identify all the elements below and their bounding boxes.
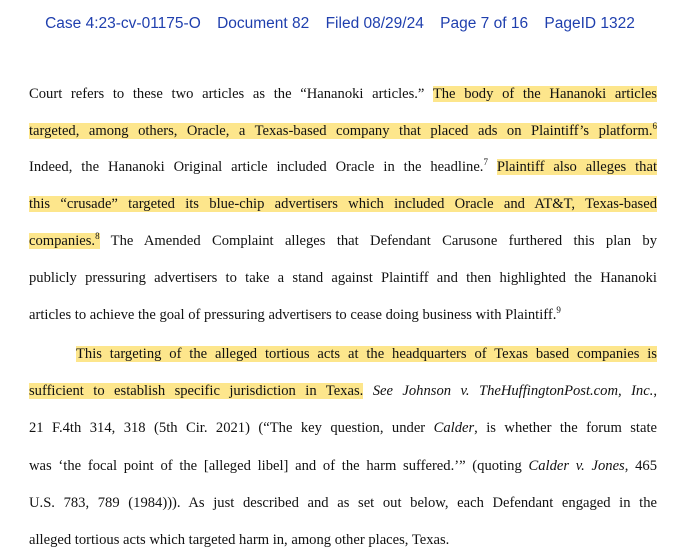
text-segment: The Amended Complaint alleges that Defendant Carusone furthered this plan by <box>110 233 657 249</box>
filed-date: Filed 08/29/24 <box>325 15 424 32</box>
body-line-11 <box>29 455 657 477</box>
highlighted-text: Plaintiff also alleges that <box>496 159 658 175</box>
body-line-12 <box>29 492 657 514</box>
highlighted-text <box>29 123 657 139</box>
body-line-1 <box>29 83 657 105</box>
body-line-10 <box>29 417 657 439</box>
body-line-2 <box>29 120 657 142</box>
highlighted-text: This targeting of the alleged tortious acts at the headquarters of Texas based companies is <box>76 346 657 362</box>
body-line-13 <box>29 529 657 551</box>
text-segment: U.S. 783, 789 (1984))). As just described and as set out below, each Defendant engaged in the <box>29 495 657 511</box>
document-header <box>0 15 680 33</box>
highlighted-text: sufficient to establish specific jurisdiction in Texas. <box>29 383 364 399</box>
document-number: Document 82 <box>217 15 310 32</box>
highlighted-text: this “crusade” targeted its blue-chip advertisers which included Oracle and AT&T, Texas-based <box>29 196 657 212</box>
text-segment: targeted, among others, Oracle, a Texas-based company that placed ads on Plaintiff’s platform. <box>29 123 653 139</box>
highlighted-text: The body of the Hananoki articles <box>432 86 657 102</box>
text-segment: Court refers to these two articles as the “Hananoki articles.” <box>29 86 425 102</box>
case-citation: See Johnson v. TheHuffingtonPost.com, Inc. <box>372 383 654 399</box>
body-line-9 <box>29 380 657 402</box>
text-segment: , is whether the forum state <box>474 420 657 436</box>
text-segment: companies. <box>29 233 96 249</box>
text-segment: articles to achieve the goal of pressuring advertisers to cease doing business with Plaintiff. <box>29 307 557 323</box>
case-number: Case 4:23-cv-01175-O <box>45 15 201 32</box>
body-line-5 <box>29 230 657 252</box>
footnote-marker: 9 <box>556 305 561 315</box>
body-line-6 <box>29 267 657 289</box>
page-id: PageID 1322 <box>544 15 635 32</box>
body-line-7 <box>29 304 657 326</box>
text-segment: alleged tortious acts which targeted harm in, among other places, Texas. <box>29 532 450 548</box>
footnote-marker: 6 <box>652 121 657 131</box>
highlighted-text <box>29 233 100 249</box>
footnote-marker: 7 <box>483 157 488 167</box>
text-segment: was ‘the focal point of the [alleged libel] and of the harm suffered.’” (quoting <box>29 458 522 474</box>
text-segment: , <box>653 383 658 399</box>
body-line-4 <box>29 193 657 215</box>
page-number: Page 7 of 16 <box>440 15 529 32</box>
text-segment: 21 F.4th 314, 318 (5th Cir. 2021) (“The key question, under <box>29 420 426 436</box>
footnote-marker: 8 <box>95 231 100 241</box>
text-segment: publicly pressuring advertisers to take a stand against Plaintiff and then highlighted the Hananoki <box>29 270 657 286</box>
text-segment: Indeed, the Hananoki Original article included Oracle in the headline. <box>29 159 484 175</box>
text-segment: , 465 <box>624 458 658 474</box>
body-line-8 <box>76 343 657 365</box>
case-citation: Calder v. Jones <box>528 458 625 474</box>
body-line-3 <box>29 156 657 178</box>
case-citation: Calder <box>433 420 475 436</box>
